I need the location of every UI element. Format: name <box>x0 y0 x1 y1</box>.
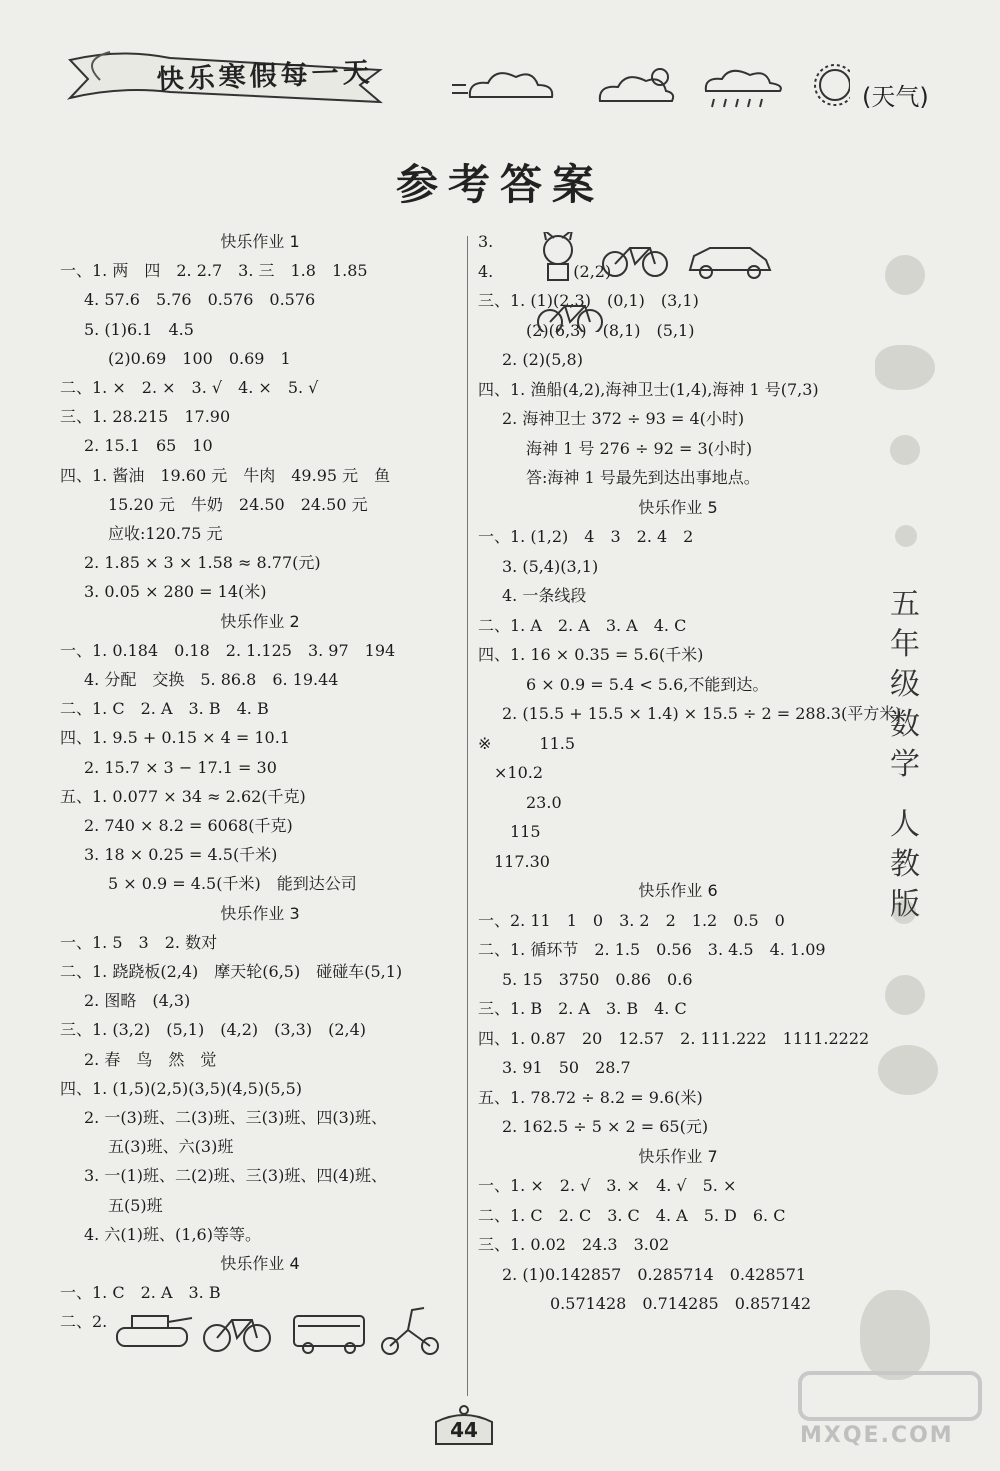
answer-line: 2. 162.5 ÷ 5 × 2 = 65(元) <box>502 1117 709 1136</box>
answer-line: 海神 1 号 276 ÷ 92 = 3(小时) <box>526 438 753 458</box>
answer-line: 二、1. C 2. A 3. B 4. B <box>60 699 269 719</box>
sidebar-char: 数 <box>890 707 920 742</box>
answer-line: 四、1. 渔船(4,2),海神卫士(1,4),海神 1 号(7,3) <box>478 379 819 399</box>
answer-line: (2)0.69 100 0.69 1 <box>108 348 291 368</box>
left-column <box>60 232 460 1352</box>
answer-line: 4. 六(1)班、(1,6)等等。 <box>84 1224 261 1244</box>
answer-line: 二、1. 循环节 2. 1.5 0.56 3. 4.5 4. 1.09 <box>478 940 826 959</box>
answer-line: 2. 15.1 65 10 <box>84 436 213 456</box>
answer-line: 4. 57.6 5.76 0.576 0.576 <box>84 290 316 310</box>
answer-line: 2. 图略 (4,3) <box>84 991 191 1011</box>
answer-line: 4. (2,2) <box>478 261 612 281</box>
sidebar-char: 年 <box>890 627 920 662</box>
section-heading: 快乐作业 5 <box>638 497 718 517</box>
answer-line: 四、1. 9.5 + 0.15 × 4 = 10.1 <box>60 728 290 748</box>
sidebar-char: 学 <box>890 747 920 782</box>
answer-line: 115 <box>478 822 541 841</box>
cartoon-fish-icon <box>878 1045 938 1095</box>
decoration-bubble-icon <box>885 255 925 295</box>
cloud-sun-icon <box>600 69 673 101</box>
answer-line: 二、2. <box>60 1312 108 1332</box>
answer-line: 一、1. × 2. √ 3. × 4. √ 5. × <box>478 1176 737 1195</box>
scooter-icon <box>382 1308 438 1354</box>
answer-line: 2. 15.7 × 3 − 17.1 = 30 <box>84 757 277 777</box>
answer-line: 三、1. 0.02 24.3 3.02 <box>478 1235 670 1254</box>
answer-line: 四、1. 0.87 20 12.57 2. 111.222 1111.2222 <box>478 1028 870 1048</box>
answer-line: 3. (5,4)(3,1) <box>502 556 599 576</box>
section-heading: 快乐作业 7 <box>638 1146 718 1166</box>
answer-line: 二、1. × 2. × 3. √ 4. × 5. √ <box>60 378 319 397</box>
sidebar-char: 人 <box>890 807 920 842</box>
answer-line: ×10.2 <box>478 763 544 782</box>
answer-line: 2. 一(3)班、二(3)班、三(3)班、四(3)班、 <box>84 1108 388 1127</box>
answer-line: 三、1. B 2. A 3. B 4. C <box>478 999 687 1018</box>
answer-line: 3. 91 50 28.7 <box>502 1058 631 1077</box>
answer-line: 二、1. 跷跷板(2,4) 摩天轮(6,5) 碰碰车(5,1) <box>60 962 403 981</box>
sidebar-char: 级 <box>890 667 920 702</box>
answer-line: 2. (1)0.142857 0.285714 0.428571 <box>502 1264 807 1284</box>
page-number-badge <box>432 1400 512 1450</box>
answer-line: 5. 15 3750 0.86 0.6 <box>502 969 693 989</box>
fish-icon <box>875 345 935 390</box>
answer-line: 四、1. 16 × 0.35 = 5.6(千米) <box>478 645 704 664</box>
answer-line: 2. 春 鸟 然 觉 <box>84 1049 217 1069</box>
weather-label: (天气) <box>862 83 929 111</box>
section-heading: 快乐作业 1 <box>220 232 300 251</box>
rain-cloud-icon <box>706 71 781 107</box>
cat-icon <box>544 232 572 280</box>
bus-icon <box>294 1316 364 1353</box>
tank-icon <box>117 1316 192 1346</box>
section-heading: 快乐作业 2 <box>220 611 300 631</box>
decoration-bubble-icon <box>885 975 925 1015</box>
page-title: 参考答案 <box>395 160 604 209</box>
answer-line: 二、1. A 2. A 3. A 4. C <box>478 615 687 635</box>
answer-line: 三、1. 28.215 17.90 <box>60 407 231 427</box>
answer-line: 二、1. C 2. C 3. C 4. A 5. D 6. C <box>478 1205 786 1225</box>
answer-line: 15.20 元 牛奶 24.50 24.50 元 <box>108 494 368 514</box>
answer-line: 一、1. (1,2) 4 3 2. 4 2 <box>478 527 694 546</box>
answer-line: 2. (2)(5,8) <box>502 350 583 369</box>
section-heading: 快乐作业 3 <box>220 903 300 923</box>
sun-icon <box>815 65 850 105</box>
quiz-pictures <box>530 232 790 332</box>
answer-line: 0.571428 0.714285 0.857142 <box>550 1294 812 1313</box>
answer-line: 四、1. 酱油 19.60 元 牛肉 49.95 元 鱼 <box>60 465 391 485</box>
answer-line: 应收:120.75 元 <box>108 524 223 543</box>
answer-line: 四、1. (1,5)(2,5)(3,5)(4,5)(5,5) <box>60 1078 303 1098</box>
answer-line: 一、1. 两 四 2. 2.7 3. 三 1.8 1.85 <box>60 261 368 281</box>
answer-line: 23.0 <box>478 792 562 812</box>
sidebar-spacer <box>880 785 930 805</box>
answer-line: 2. (15.5 + 15.5 × 1.4) × 15.5 ÷ 2 = 288.3(平方米) <box>502 704 902 723</box>
sidebar-char: 教 <box>890 847 920 882</box>
watermark-graphic <box>790 1365 990 1425</box>
weather-row <box>450 55 990 125</box>
answer-line: 五(5)班 <box>108 1195 163 1215</box>
section-heading: 快乐作业 4 <box>220 1254 300 1273</box>
answer-line: 3. 18 × 0.25 = 4.5(千米) <box>84 845 278 865</box>
bicycle-icon <box>603 248 667 276</box>
answer-line: 5 × 0.9 = 4.5(千米) 能到达公司 <box>108 874 357 894</box>
bicycle-icon <box>204 1320 270 1351</box>
right-column <box>478 232 902 1372</box>
answer-line: 一、1. 5 3 2. 数对 <box>60 932 218 952</box>
answer-line: 2. 海神卫士 372 ÷ 93 = 4(小时) <box>502 409 745 428</box>
answer-line: 五(3)班、六(3)班 <box>108 1137 234 1157</box>
column-divider <box>467 236 468 1396</box>
answer-line: 3. 0.05 × 280 = 14(米) <box>84 582 267 602</box>
answer-line: 2. 740 × 8.2 = 6068(千克) <box>84 816 293 835</box>
banner <box>60 40 390 110</box>
sidebar-char: 五 <box>890 587 920 622</box>
answer-line: 117.30 <box>478 851 550 871</box>
answer-line: (2)(6,3) (8,1) (5,1) <box>526 320 695 340</box>
answer-line: ※ 11.5 <box>478 733 576 753</box>
section-heading: 快乐作业 6 <box>638 881 718 900</box>
answer-line: 答:海神 1 号最先到达出事地点。 <box>526 468 760 487</box>
page-number: 44 <box>450 1418 478 1442</box>
answer-line: 3. <box>478 232 494 251</box>
sidebar-label <box>880 585 930 925</box>
answer-line: 4. 一条线段 <box>502 586 587 605</box>
banner-title: 快乐寒假每一天 <box>156 57 375 96</box>
watermark-logo <box>790 1365 1000 1471</box>
cloud-icon <box>452 73 552 97</box>
answer-line: 3. 一(1)班、二(2)班、三(3)班、四(4)班、 <box>84 1166 388 1186</box>
answer-line: 5. (1)6.1 4.5 <box>84 319 194 339</box>
watermark-text: MXQE.COM <box>800 1423 954 1448</box>
weather-icons <box>450 55 850 125</box>
answer-line: 三、1. (3,2) (5,1) (4,2) (3,3) (2,4) <box>60 1020 367 1040</box>
answer-line: 6 × 0.9 = 5.4 < 5.6,不能到达。 <box>526 674 769 694</box>
answer-line: 五、1. 0.077 × 34 ≈ 2.62(千克) <box>60 786 306 806</box>
answer-line: 4. 分配 交换 5. 86.8 6. 19.44 <box>84 670 339 689</box>
answer-line: 五、1. 78.72 ÷ 8.2 = 9.6(米) <box>478 1087 703 1107</box>
bicycle-icon <box>538 306 602 332</box>
vehicle-pictures <box>112 1300 442 1360</box>
answer-line: 一、1. C 2. A 3. B <box>60 1283 221 1303</box>
decoration-bubble-icon <box>890 435 920 465</box>
answer-line: 一、2. 11 1 0 3. 2 2 1.2 0.5 0 <box>478 910 785 930</box>
answer-line: 2. 1.85 × 3 × 1.58 ≈ 8.77(元) <box>84 553 321 573</box>
answer-line: 三、1. (1)(2,3) (0,1) (3,1) <box>478 291 699 310</box>
decoration-bubble-icon <box>895 525 917 547</box>
answer-line: 一、1. 0.184 0.18 2. 1.125 3. 97 194 <box>60 640 396 660</box>
sidebar-char: 版 <box>890 887 920 922</box>
car-icon <box>690 248 770 278</box>
